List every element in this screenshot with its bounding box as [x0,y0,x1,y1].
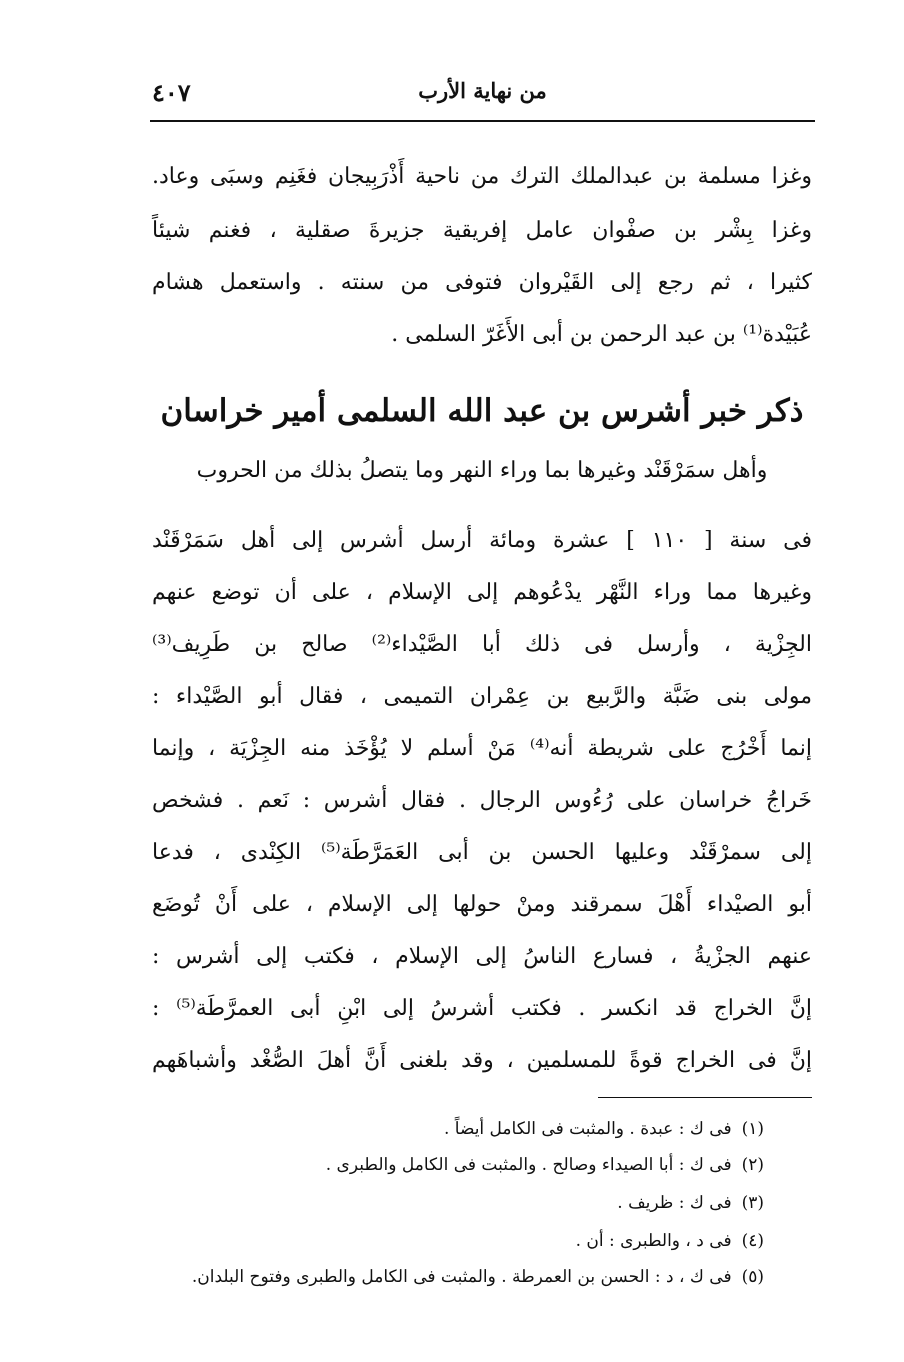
text-line: عنهم الجزْيةُ ، فسارع الناسُ إلى الإسلام ، فكتب إلى أشرس : [152,944,812,969]
footnote-text: فى ك : أبا الصيداء وصالح . والمثبت فى الكامل والطبرى . [325,1155,732,1175]
footnote [144,1190,764,1216]
text-line: إنَّ فى الخراج قوةً للمسلمين ، وقد بلغنى أَنَّ أهلَ الصُّغْد وأشباهَهم [152,1048,812,1073]
text-line: إنَّ الخراج قد انكسر . فكتب أشرسُ إلى ابْنِ أبى العمرَّطَة⁽⁵⁾ : [152,996,812,1021]
footnote-text: فى ك ، د : الحسن بن العمرطة . والمثبت فى الكامل والطبرى وفتوح البلدان. [191,1267,732,1287]
chapter-title: ذكر خبر أشرس بن عبد الله السلمى أمير خراسان [160,393,804,429]
text-line: وغزا بِشْر بن صفْوان عامل إفريقية جزيرةَ صقلية ، فغنم شيئاً [152,218,812,243]
text-line: وغزا مسلمة بن عبدالملك الترك من ناحية أَذْرَبِيجان فغَنِم وسبَى وعاد. [152,164,812,189]
footnote [144,1152,764,1178]
page-number: ٤٠٧ [152,78,191,107]
chapter-subtitle: وأهل سمَرْقَنْد وغيرها بما وراء النهر وما يتصلُ بذلك من الحروب [196,458,768,483]
text-line: كثيرا ، ثم رجع إلى القَيْروان فتوفى من سنته . واستعمل هشام [152,270,812,295]
text-line: أبو الصيْداء أَهْلَ سمرقند ومنْ حولها إلى الإسلام ، على أَنْ تُوضَع [152,892,812,917]
text-line: خَراجُ خراسان على رُءُوس الرجال . فقال أشرس : نَعم . فشخص [152,788,812,813]
footnote-mark: (٣) [741,1193,764,1213]
text-line: وغيرها مما وراء النَّهْر يدْعُوهم إلى الإسلام ، على أن توضع عنهم [152,580,812,605]
text-line: عُبَيْدة⁽¹⁾ بن عبد الرحمن بن أبى الأَغَرّ السلمى . [391,322,812,347]
footnote-mark: (٢) [741,1155,764,1175]
footnote-text: فى ك : ظريف . [617,1193,732,1213]
header-rule [150,120,815,122]
text-line: الجِزْية ، وأرسل فى ذلك أبا الصَّيْداء⁽²⁾ صالح بن طَرِيف⁽³⁾ [152,632,812,657]
footnote-text: فى ك : عبدة . والمثبت فى الكامل أيضاً . [443,1119,732,1139]
running-title: من نهاية الأرب [418,78,547,103]
text-line: مولى بنى ضَبَّة والرَّبيع بن عِمْران التميمى ، فقال أبو الصَّيْداء : [152,684,812,709]
footnote-rule [598,1097,812,1098]
page-header [150,72,815,118]
footnote-mark: (٥) [741,1267,764,1287]
text-line: فى سنة [ ١١٠ ] عشرة ومائة أرسل أشرس إلى أهل سَمَرْقَنْد [152,528,812,553]
text-line: إنما أَخْرُج على شريطة أنه⁽⁴⁾ مَنْ أسلم لا يُؤْخَذ منه الجِزْيَة ، وإنما [152,736,812,761]
footnote [144,1228,764,1254]
footnote [144,1116,764,1142]
footnote-text: فى د ، والطبرى : أن . [575,1231,732,1251]
footnote-mark: (١) [741,1119,764,1139]
text-line: إلى سمرْقَنْد وعليها الحسن بن أبى العَمَرَّطَة⁽⁵⁾ الكِنْدى ، فدعا [152,840,812,865]
footnote-mark: (٤) [741,1231,764,1251]
footnote [144,1264,764,1290]
